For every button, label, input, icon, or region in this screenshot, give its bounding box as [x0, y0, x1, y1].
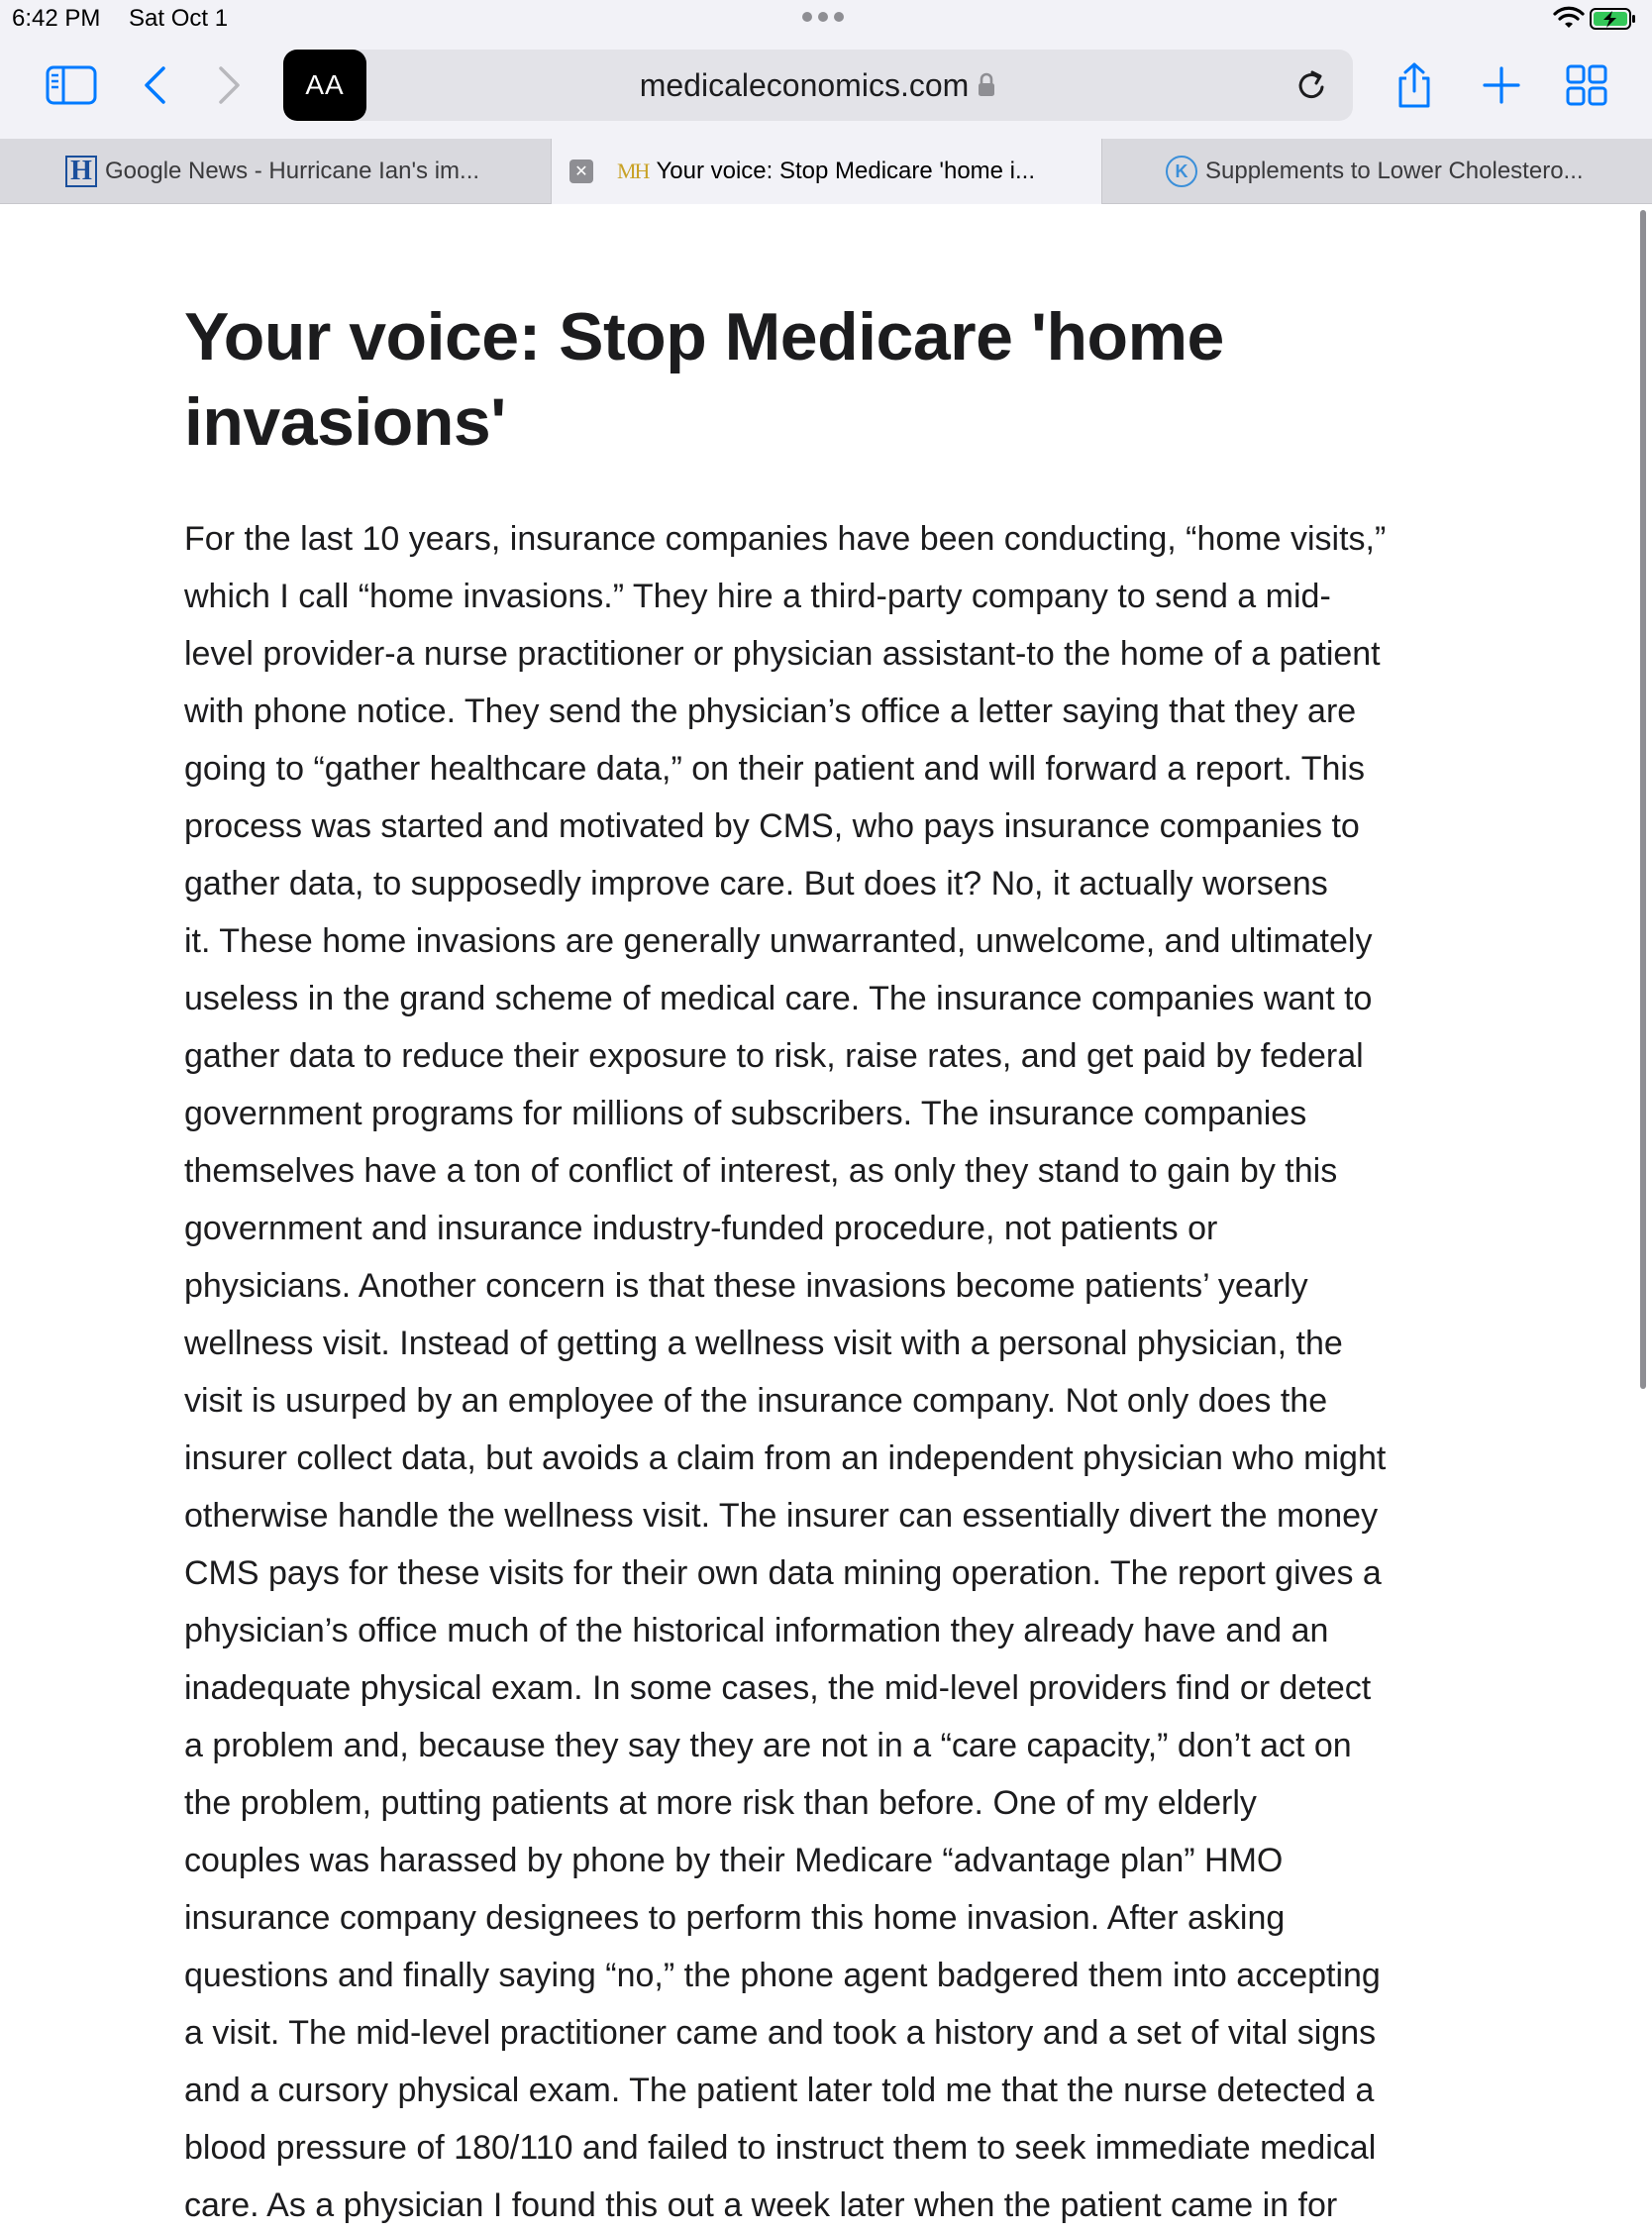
close-tab-icon[interactable]: ✕: [569, 160, 593, 183]
status-bar: [0, 0, 1652, 40]
web-content: [0, 205, 1652, 2224]
browser-toolbar: [0, 40, 1652, 139]
url-display[interactable]: [402, 67, 1234, 104]
article-title: Your voice: Stop Medicare 'home invasions': [184, 299, 1224, 460]
forward-icon: [217, 65, 243, 105]
sidebar-icon: [46, 65, 97, 105]
tab-title: Supplements to Lower Cholestero...: [1205, 158, 1584, 184]
new-tab-button[interactable]: [1480, 57, 1523, 113]
url-text: medicaleconomics.com: [639, 67, 970, 103]
tab-google-news[interactable]: [0, 139, 551, 204]
tab-supplements[interactable]: [1102, 139, 1652, 204]
article: [184, 294, 1472, 2234]
sidebar-button[interactable]: [42, 57, 101, 113]
status-date: Sat Oct 1: [129, 5, 229, 32]
share-button[interactable]: [1391, 57, 1438, 113]
share-icon: [1393, 61, 1436, 109]
lock-icon: [977, 72, 996, 98]
back-button[interactable]: [137, 57, 172, 113]
tabs-overview-icon: [1566, 64, 1607, 106]
tabs-overview-button[interactable]: [1565, 57, 1608, 113]
status-time: 6:42 PM: [12, 5, 101, 32]
tab-title: Your voice: Stop Medicare 'home i...: [656, 158, 1036, 184]
multitasking-dots[interactable]: [802, 12, 844, 22]
reader-options-button[interactable]: AA: [283, 50, 366, 121]
tab-title: Google News - Hurricane Ian's im...: [105, 158, 480, 184]
google-news-favicon: H: [65, 156, 97, 187]
scrollbar[interactable]: [1640, 210, 1646, 1389]
forward-button[interactable]: [212, 57, 248, 113]
tab-medical-economics[interactable]: [552, 139, 1101, 204]
medical-economics-favicon: MH: [617, 159, 649, 183]
wifi-icon: [1553, 6, 1585, 32]
reload-icon[interactable]: [1291, 65, 1331, 105]
battery-charging-icon: [1589, 6, 1638, 32]
new-tab-icon: [1482, 65, 1521, 105]
back-icon: [142, 65, 167, 105]
article-body: For the last 10 years, insurance companies have been conducting, “home visits,” which I call “home invasions.” They hire a third-party company to send a mid- level provider-a nurse practitioner or physician assistant-to the home of a patient with phone notice. They send the physician’s office a letter saying that they are going to “gather healthcare data,” on their patient and will forward a report. This process was started and motivated by CMS, who pays insurance companies to gather data, to supposedly improve care. But does it? No, it actually worsens it. These home invasions are generally unwarranted, unwelcome, and ultimately useless in the grand scheme of medical care. The insurance companies want to gather data to reduce their exposure to risk, raise rates, and get paid by federal government programs for millions of subscribers. The insurance companies themselves have a ton of conflict of interest, as only they stand to gain by this government and insurance industry-funded procedure, not patients or physicians. Another concern is that these invasions become patients’ yearly wellness visit. Instead of getting a wellness visit with a personal physician, the visit is usurped by an employee of the insurance company. Not only does the insurer collect data, but avoids a claim from an independent physician who might otherwise handle the wellness visit. The insurer can essentially divert the money CMS pays for these visits for their own data mining operation. The report gives a physician’s office much of the historical information they already have and an inadequate physical exam. In some cases, the mid-level providers find or detect a problem and, because they say they are not in a “care capacity,” don’t act on the problem, putting patients at more risk than before. One of my elderly couples was harassed by phone by their Medicare “advantage plan” HMO insurance company designees to perform this home invasion. After asking questions and finally saying “no,” the phone agent badgered them into accepting a visit. The mid-level practitioner came and took a history and a set of vital signs and a cursory physical exam. The patient later told me that the nurse detected a blood pressure of 180/110 and failed to instruct them to seek immediate medical care. As a physician I found this out a week later when the patient came in for: [184, 520, 1387, 2224]
supplements-favicon: K: [1166, 156, 1197, 187]
address-bar[interactable]: [283, 50, 1353, 121]
tab-bar: [0, 139, 1652, 204]
